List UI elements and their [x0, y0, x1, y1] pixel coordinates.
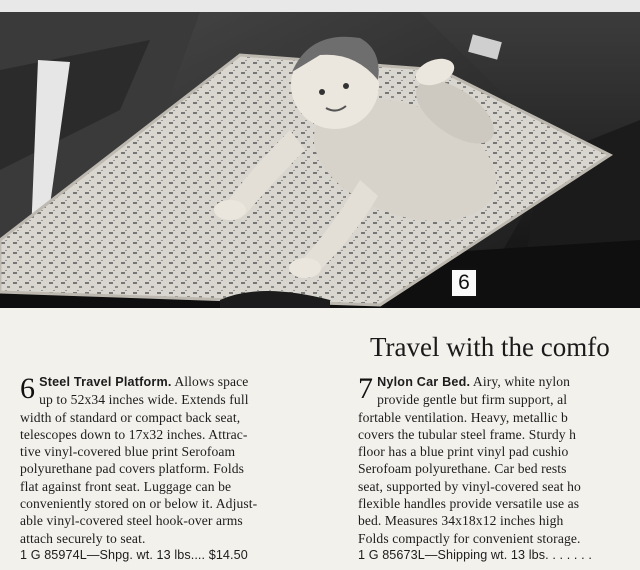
item-7-catalog-line: 1 G 85673L—Shipping wt. 13 lbs. . . . . . . [358, 547, 592, 562]
item-6-line: up to 52x34 inches wide. Extends full [39, 392, 249, 408]
item-7-line: bed. Measures 34x18x12 inches high [358, 513, 564, 529]
item-7-line: flexible handles provide versatile use as [358, 496, 580, 512]
item-6-line: width of standard or compact back seat, [20, 409, 241, 425]
item-6-line: tive vinyl-covered blue print Serofoam [20, 444, 236, 460]
item-7-description [358, 373, 640, 570]
item-7-line: Airy, white nylon [470, 374, 571, 389]
item-7-line: covers the tubular steel frame. Sturdy h [358, 426, 577, 442]
photo-number-badge: 6 [450, 268, 478, 298]
item-7-line: provide gentle but firm support, al [377, 392, 568, 408]
item-7-number: 7 [358, 373, 374, 405]
item-7-line: seat, supported by vinyl-covered seat ho [358, 478, 581, 494]
section-headline: Travel with the comfo [370, 332, 610, 362]
item-6-line: flat against front seat. Luggage can be [20, 478, 232, 494]
item-6-description [20, 373, 312, 570]
item-7-line: floor has a blue print vinyl pad cushio [358, 444, 569, 460]
item-6-line: telescopes down to 17x32 inches. Attrac- [20, 426, 248, 442]
item-6-title: Steel Travel Platform. [39, 375, 172, 389]
item-7-line: Serofoam polyurethane. Car bed rests [358, 461, 567, 477]
item-7-title: Nylon Car Bed. [377, 375, 471, 389]
item-6-line: conveniently stored on or below it. Adjust- [20, 496, 258, 512]
item-7-line: fortable ventilation. Heavy, metallic b [358, 409, 568, 425]
item-7-line: Folds compactly for convenient storage. [358, 530, 581, 546]
item-6-catalog-line: 1 G 85974L—Shpg. wt. 13 lbs.... $14.50 [20, 547, 248, 562]
item-6-line: able vinyl-covered steel hook-over arms [20, 513, 243, 529]
item-6-line: Allows space [171, 374, 249, 389]
item-6-line: attach securely to seat. [20, 530, 146, 546]
item-6-line: polyurethane pad covers platform. Folds [20, 461, 244, 477]
item-6-number: 6 [20, 373, 36, 405]
